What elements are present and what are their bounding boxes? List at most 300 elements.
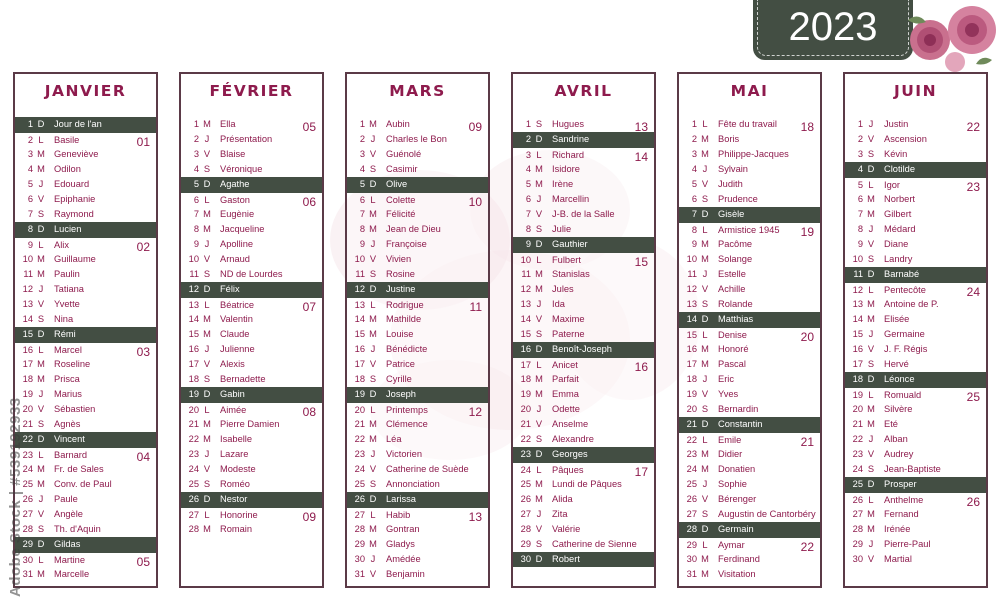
week-number: 07 xyxy=(302,300,316,314)
day-row xyxy=(679,432,820,447)
weekday-letter: V xyxy=(701,494,709,504)
day-number: 2 xyxy=(857,134,863,144)
day-number: 13 xyxy=(188,300,199,310)
saint-name: Alida xyxy=(552,494,573,504)
day-row xyxy=(15,387,156,402)
month-title: MAI xyxy=(730,82,769,100)
day-number: 24 xyxy=(354,464,365,474)
weekday-letter: V xyxy=(701,389,709,399)
day-number: 1 xyxy=(193,119,199,129)
day-number: 2 xyxy=(27,135,33,145)
day-number: 19 xyxy=(22,389,33,399)
weekday-letter: S xyxy=(701,404,709,414)
day-row xyxy=(679,222,820,237)
day-number: 11 xyxy=(23,269,33,279)
day-number: 4 xyxy=(27,164,33,174)
day-row xyxy=(347,237,488,252)
saint-name: Casimir xyxy=(386,164,418,174)
day-row xyxy=(679,342,820,357)
weekday-letter: M xyxy=(203,329,211,339)
weekday-letter: M xyxy=(203,419,211,429)
weekday-letter: L xyxy=(38,240,44,250)
day-number: 11 xyxy=(687,269,697,279)
weekday-letter: M xyxy=(701,254,709,264)
week-number: 23 xyxy=(966,180,980,194)
day-row xyxy=(181,207,322,222)
saint-name: Denise xyxy=(718,330,747,340)
weekday-letter: M xyxy=(701,569,709,579)
saint-name: Rodrigue xyxy=(386,300,424,310)
day-number: 15 xyxy=(354,329,365,339)
week-number: 22 xyxy=(966,120,980,134)
day-row xyxy=(15,207,156,222)
saint-name: Basile xyxy=(54,135,80,145)
saint-name: Didier xyxy=(718,449,743,459)
saint-name: Jacqueline xyxy=(220,224,265,234)
day-row xyxy=(513,492,654,507)
sunday-row xyxy=(15,537,156,552)
saint-name: Irénée xyxy=(884,524,911,534)
day-row xyxy=(181,402,322,417)
day-number: 6 xyxy=(691,194,697,204)
saint-name: Fernand xyxy=(884,509,919,519)
saint-name: Antoine de P. xyxy=(884,299,939,309)
weekday-letter: S xyxy=(535,119,543,129)
weekday-letter: L xyxy=(38,555,44,565)
week-number: 09 xyxy=(302,510,316,524)
day-row xyxy=(347,567,488,582)
day-number: 13 xyxy=(852,299,863,309)
saint-name: Germaine xyxy=(884,329,925,339)
day-row xyxy=(513,387,654,402)
weekday-letter: V xyxy=(867,239,875,249)
day-number: 9 xyxy=(691,239,697,249)
day-number: 20 xyxy=(354,405,365,415)
day-number: 9 xyxy=(857,239,863,249)
day-row xyxy=(347,192,488,207)
weekday-letter: S xyxy=(701,194,709,204)
day-number: 26 xyxy=(520,494,531,504)
weekday-letter: D xyxy=(37,224,45,234)
saint-name: Julie xyxy=(552,224,572,234)
weekday-letter: L xyxy=(536,150,542,160)
sunday-row xyxy=(181,387,322,402)
day-number: 8 xyxy=(359,224,365,234)
saint-name: Anicet xyxy=(552,360,578,370)
day-row xyxy=(679,162,820,177)
weekday-letter: S xyxy=(867,254,875,264)
day-number: 10 xyxy=(686,254,697,264)
day-number: 28 xyxy=(188,524,199,534)
day-number: 8 xyxy=(691,225,697,235)
month-title: JANVIER xyxy=(44,82,127,100)
day-number: 29 xyxy=(22,539,33,549)
year-tab xyxy=(753,0,913,60)
day-number: 12 xyxy=(852,285,863,295)
week-number: 02 xyxy=(136,240,150,254)
day-row xyxy=(15,342,156,357)
saint-name: Ferdinand xyxy=(718,554,760,564)
day-number: 27 xyxy=(852,509,863,519)
day-row xyxy=(15,447,156,462)
saint-name: Paule xyxy=(54,494,78,504)
weekday-letter: M xyxy=(203,434,211,444)
day-row xyxy=(181,297,322,312)
saint-name: Ella xyxy=(220,119,236,129)
sunday-row xyxy=(845,267,986,282)
day-row xyxy=(845,402,986,417)
day-number: 5 xyxy=(193,179,199,189)
day-row xyxy=(513,147,654,162)
weekday-letter: M xyxy=(369,329,377,339)
sunday-row xyxy=(15,432,156,447)
saint-name: Fulbert xyxy=(552,255,581,265)
week-number: 03 xyxy=(136,345,150,359)
saint-name: Jean de Dieu xyxy=(386,224,441,234)
day-number: 21 xyxy=(852,419,863,429)
day-number: 4 xyxy=(359,164,365,174)
sunday-row xyxy=(513,237,654,252)
weekday-letter: J xyxy=(702,269,708,279)
weekday-letter: M xyxy=(37,164,45,174)
weekday-letter: J xyxy=(536,299,542,309)
saint-name: Rosine xyxy=(386,269,415,279)
weekday-letter: M xyxy=(867,299,875,309)
day-row xyxy=(679,297,820,312)
month-title: JUIN xyxy=(893,82,938,100)
saint-name: Benjamin xyxy=(386,569,425,579)
saint-name: Robert xyxy=(552,554,580,564)
saint-name: Alix xyxy=(54,240,69,250)
day-row xyxy=(679,117,820,132)
day-number: 18 xyxy=(354,374,365,384)
weekday-letter: M xyxy=(701,134,709,144)
week-number: 06 xyxy=(302,195,316,209)
week-number: 26 xyxy=(966,495,980,509)
week-number: 19 xyxy=(800,225,814,239)
weekday-letter: J xyxy=(370,449,376,459)
weekday-letter: D xyxy=(867,164,875,174)
sunday-row xyxy=(513,447,654,462)
saint-name: ND de Lourdes xyxy=(220,269,283,279)
weekday-letter: D xyxy=(37,434,45,444)
day-number: 2 xyxy=(193,134,199,144)
saint-name: Anthelme xyxy=(884,495,924,505)
day-number: 27 xyxy=(188,510,199,520)
weekday-letter: M xyxy=(701,554,709,564)
stock-watermark: Adobe Stock | #539192933 xyxy=(7,397,24,597)
day-number: 8 xyxy=(27,224,33,234)
saint-name: Yvette xyxy=(54,299,80,309)
weekday-letter: M xyxy=(535,479,543,489)
day-number: 28 xyxy=(520,524,531,534)
saint-name: Julienne xyxy=(220,344,255,354)
weekday-letter: S xyxy=(535,434,543,444)
weekday-letter: V xyxy=(369,359,377,369)
weekday-letter: J xyxy=(702,374,708,384)
sunday-row xyxy=(347,492,488,507)
week-number: 09 xyxy=(468,120,482,134)
saint-name: Joseph xyxy=(386,389,416,399)
saint-name: Kévin xyxy=(884,149,908,159)
saint-name: Edouard xyxy=(54,179,90,189)
day-row xyxy=(15,357,156,372)
week-number: 05 xyxy=(302,120,316,134)
weekday-letter: J xyxy=(868,539,874,549)
saint-name: Claude xyxy=(220,329,250,339)
day-row xyxy=(15,522,156,537)
saint-name: Georges xyxy=(552,449,588,459)
weekday-letter: M xyxy=(867,524,875,534)
saint-name: Victorien xyxy=(386,449,423,459)
weekday-letter: M xyxy=(369,419,377,429)
saint-name: Cyrille xyxy=(386,374,412,384)
weekday-letter: M xyxy=(701,359,709,369)
day-row xyxy=(347,207,488,222)
week-number: 25 xyxy=(966,390,980,404)
weekday-letter: S xyxy=(535,224,543,234)
weekday-letter: D xyxy=(535,344,543,354)
weekday-letter: S xyxy=(37,314,45,324)
day-row xyxy=(513,477,654,492)
day-number: 30 xyxy=(520,554,531,564)
day-row xyxy=(347,432,488,447)
day-number: 26 xyxy=(852,495,863,505)
day-number: 19 xyxy=(686,389,697,399)
day-number: 30 xyxy=(686,554,697,564)
day-row xyxy=(15,567,156,582)
week-number: 10 xyxy=(468,195,482,209)
day-row xyxy=(347,117,488,132)
day-row xyxy=(347,297,488,312)
day-number: 26 xyxy=(686,494,697,504)
saint-name: Pâques xyxy=(552,465,584,475)
weekday-letter: L xyxy=(868,495,874,505)
weekday-letter: L xyxy=(702,435,708,445)
day-number: 27 xyxy=(22,509,33,519)
weekday-letter: M xyxy=(867,419,875,429)
day-number: 5 xyxy=(359,179,365,189)
weekday-letter: D xyxy=(701,209,709,219)
day-number: 21 xyxy=(188,419,199,429)
weekday-letter: J xyxy=(536,509,542,519)
saint-name: Honorine xyxy=(220,510,258,520)
saint-name: Parfait xyxy=(552,374,579,384)
day-number: 22 xyxy=(354,434,365,444)
weekday-letter: M xyxy=(37,149,45,159)
weekday-letter: M xyxy=(203,209,211,219)
weekday-letter: V xyxy=(37,194,45,204)
saint-name: Arnaud xyxy=(220,254,250,264)
saint-name: Alexandre xyxy=(552,434,594,444)
day-number: 16 xyxy=(686,344,697,354)
day-number: 13 xyxy=(520,299,531,309)
day-row xyxy=(513,522,654,537)
day-number: 23 xyxy=(852,449,863,459)
day-row xyxy=(181,507,322,522)
day-row xyxy=(845,507,986,522)
day-number: 7 xyxy=(525,209,531,219)
month-title: MARS xyxy=(389,82,446,100)
weekday-letter: M xyxy=(37,359,45,369)
day-number: 9 xyxy=(359,239,365,249)
saint-name: Augustin de Cantorbéry xyxy=(718,509,816,519)
saint-name: Jules xyxy=(552,284,574,294)
weekday-letter: M xyxy=(369,434,377,444)
day-row xyxy=(845,192,986,207)
saint-name: Gontran xyxy=(386,524,420,534)
day-number: 1 xyxy=(857,119,863,129)
day-row xyxy=(845,222,986,237)
day-number: 8 xyxy=(857,224,863,234)
saint-name: Raymond xyxy=(54,209,94,219)
weekday-letter: M xyxy=(203,524,211,534)
day-row xyxy=(679,447,820,462)
day-number: 10 xyxy=(520,255,531,265)
sunday-row xyxy=(347,387,488,402)
saint-name: Aubin xyxy=(386,119,410,129)
weekday-letter: M xyxy=(535,374,543,384)
month-column-juin xyxy=(843,72,988,588)
saint-name: Hervé xyxy=(884,359,909,369)
saint-name: Ida xyxy=(552,299,565,309)
day-row xyxy=(679,372,820,387)
saint-name: Fête du travail xyxy=(718,119,777,129)
saint-name: Audrey xyxy=(884,449,914,459)
day-row xyxy=(513,327,654,342)
saint-name: Yves xyxy=(718,389,739,399)
saint-name: Colette xyxy=(386,195,416,205)
weekday-letter: D xyxy=(37,539,45,549)
day-number: 21 xyxy=(22,419,33,429)
day-number: 15 xyxy=(852,329,863,339)
weekday-letter: J xyxy=(38,284,44,294)
weekday-letter: S xyxy=(701,299,709,309)
day-number: 4 xyxy=(691,164,697,174)
day-number: 3 xyxy=(691,149,697,159)
weekday-letter: J xyxy=(536,404,542,414)
saint-name: Justin xyxy=(884,119,909,129)
weekday-letter: M xyxy=(701,464,709,474)
weekday-letter: M xyxy=(535,164,543,174)
day-row xyxy=(845,312,986,327)
day-row xyxy=(347,537,488,552)
day-row xyxy=(347,252,488,267)
day-row xyxy=(181,327,322,342)
weekday-letter: S xyxy=(535,539,543,549)
day-number: 6 xyxy=(27,194,33,204)
weekday-letter: L xyxy=(702,330,708,340)
saint-name: Aymar xyxy=(718,540,745,550)
day-row xyxy=(845,207,986,222)
weekday-letter: S xyxy=(867,464,875,474)
day-row xyxy=(679,507,820,522)
saint-name: Armistice 1945 xyxy=(718,225,780,235)
sunday-row xyxy=(513,342,654,357)
weekday-letter: V xyxy=(701,284,709,294)
weekday-letter: V xyxy=(203,254,211,264)
day-number: 25 xyxy=(852,479,863,489)
day-number: 15 xyxy=(520,329,531,339)
day-number: 12 xyxy=(520,284,531,294)
day-number: 19 xyxy=(852,390,863,400)
saint-name: Marcel xyxy=(54,345,82,355)
saint-name: Pascal xyxy=(718,359,746,369)
day-number: 27 xyxy=(686,509,697,519)
day-number: 24 xyxy=(22,464,33,474)
saint-name: Pentecôte xyxy=(884,285,926,295)
week-number: 04 xyxy=(136,450,150,464)
day-number: 1 xyxy=(525,119,531,129)
day-row xyxy=(679,147,820,162)
saint-name: Hugues xyxy=(552,119,585,129)
saint-name: Jean-Baptiste xyxy=(884,464,941,474)
day-row xyxy=(181,222,322,237)
day-number: 11 xyxy=(355,269,365,279)
month-title: FÉVRIER xyxy=(209,82,294,100)
weekday-letter: V xyxy=(37,299,45,309)
saint-name: Apolline xyxy=(220,239,254,249)
weekday-letter: M xyxy=(535,269,543,279)
day-number: 20 xyxy=(188,405,199,415)
day-row xyxy=(513,222,654,237)
weekday-letter: D xyxy=(369,179,377,189)
saint-name: Th. d'Aquin xyxy=(54,524,101,534)
weekday-letter: M xyxy=(203,314,211,324)
saint-name: Marcelle xyxy=(54,569,90,579)
day-number: 3 xyxy=(525,150,531,160)
sunday-row xyxy=(15,327,156,342)
weekday-letter: V xyxy=(867,344,875,354)
day-number: 22 xyxy=(852,434,863,444)
day-row xyxy=(513,372,654,387)
day-number: 16 xyxy=(520,344,531,354)
saint-name: Emma xyxy=(552,389,579,399)
saint-name: Martine xyxy=(54,555,86,565)
day-number: 4 xyxy=(857,164,863,174)
saint-name: Sylvain xyxy=(718,164,748,174)
saint-name: Agathe xyxy=(220,179,250,189)
day-number: 14 xyxy=(852,314,863,324)
saint-name: Guillaume xyxy=(54,254,96,264)
day-row xyxy=(679,402,820,417)
day-row xyxy=(15,177,156,192)
saint-name: Judith xyxy=(718,179,743,189)
day-number: 4 xyxy=(193,164,199,174)
saint-name: Mathilde xyxy=(386,314,422,324)
weekday-letter: M xyxy=(535,284,543,294)
saint-name: Olive xyxy=(386,179,408,189)
sunday-row xyxy=(181,282,322,297)
day-row xyxy=(845,522,986,537)
saint-name: Estelle xyxy=(718,269,746,279)
saint-name: Paterne xyxy=(552,329,585,339)
day-number: 30 xyxy=(852,554,863,564)
weekday-letter: D xyxy=(535,449,543,459)
weekday-letter: J xyxy=(370,134,376,144)
saint-name: Isabelle xyxy=(220,434,253,444)
day-row xyxy=(15,462,156,477)
day-row xyxy=(347,447,488,462)
day-number: 28 xyxy=(686,524,697,534)
week-number: 17 xyxy=(634,465,648,479)
day-number: 16 xyxy=(188,344,199,354)
weekday-letter: V xyxy=(369,149,377,159)
weekday-letter: M xyxy=(37,479,45,489)
weekday-letter: S xyxy=(37,209,45,219)
saint-name: Fr. de Sales xyxy=(54,464,104,474)
saint-name: Pierre-Paul xyxy=(884,539,931,549)
